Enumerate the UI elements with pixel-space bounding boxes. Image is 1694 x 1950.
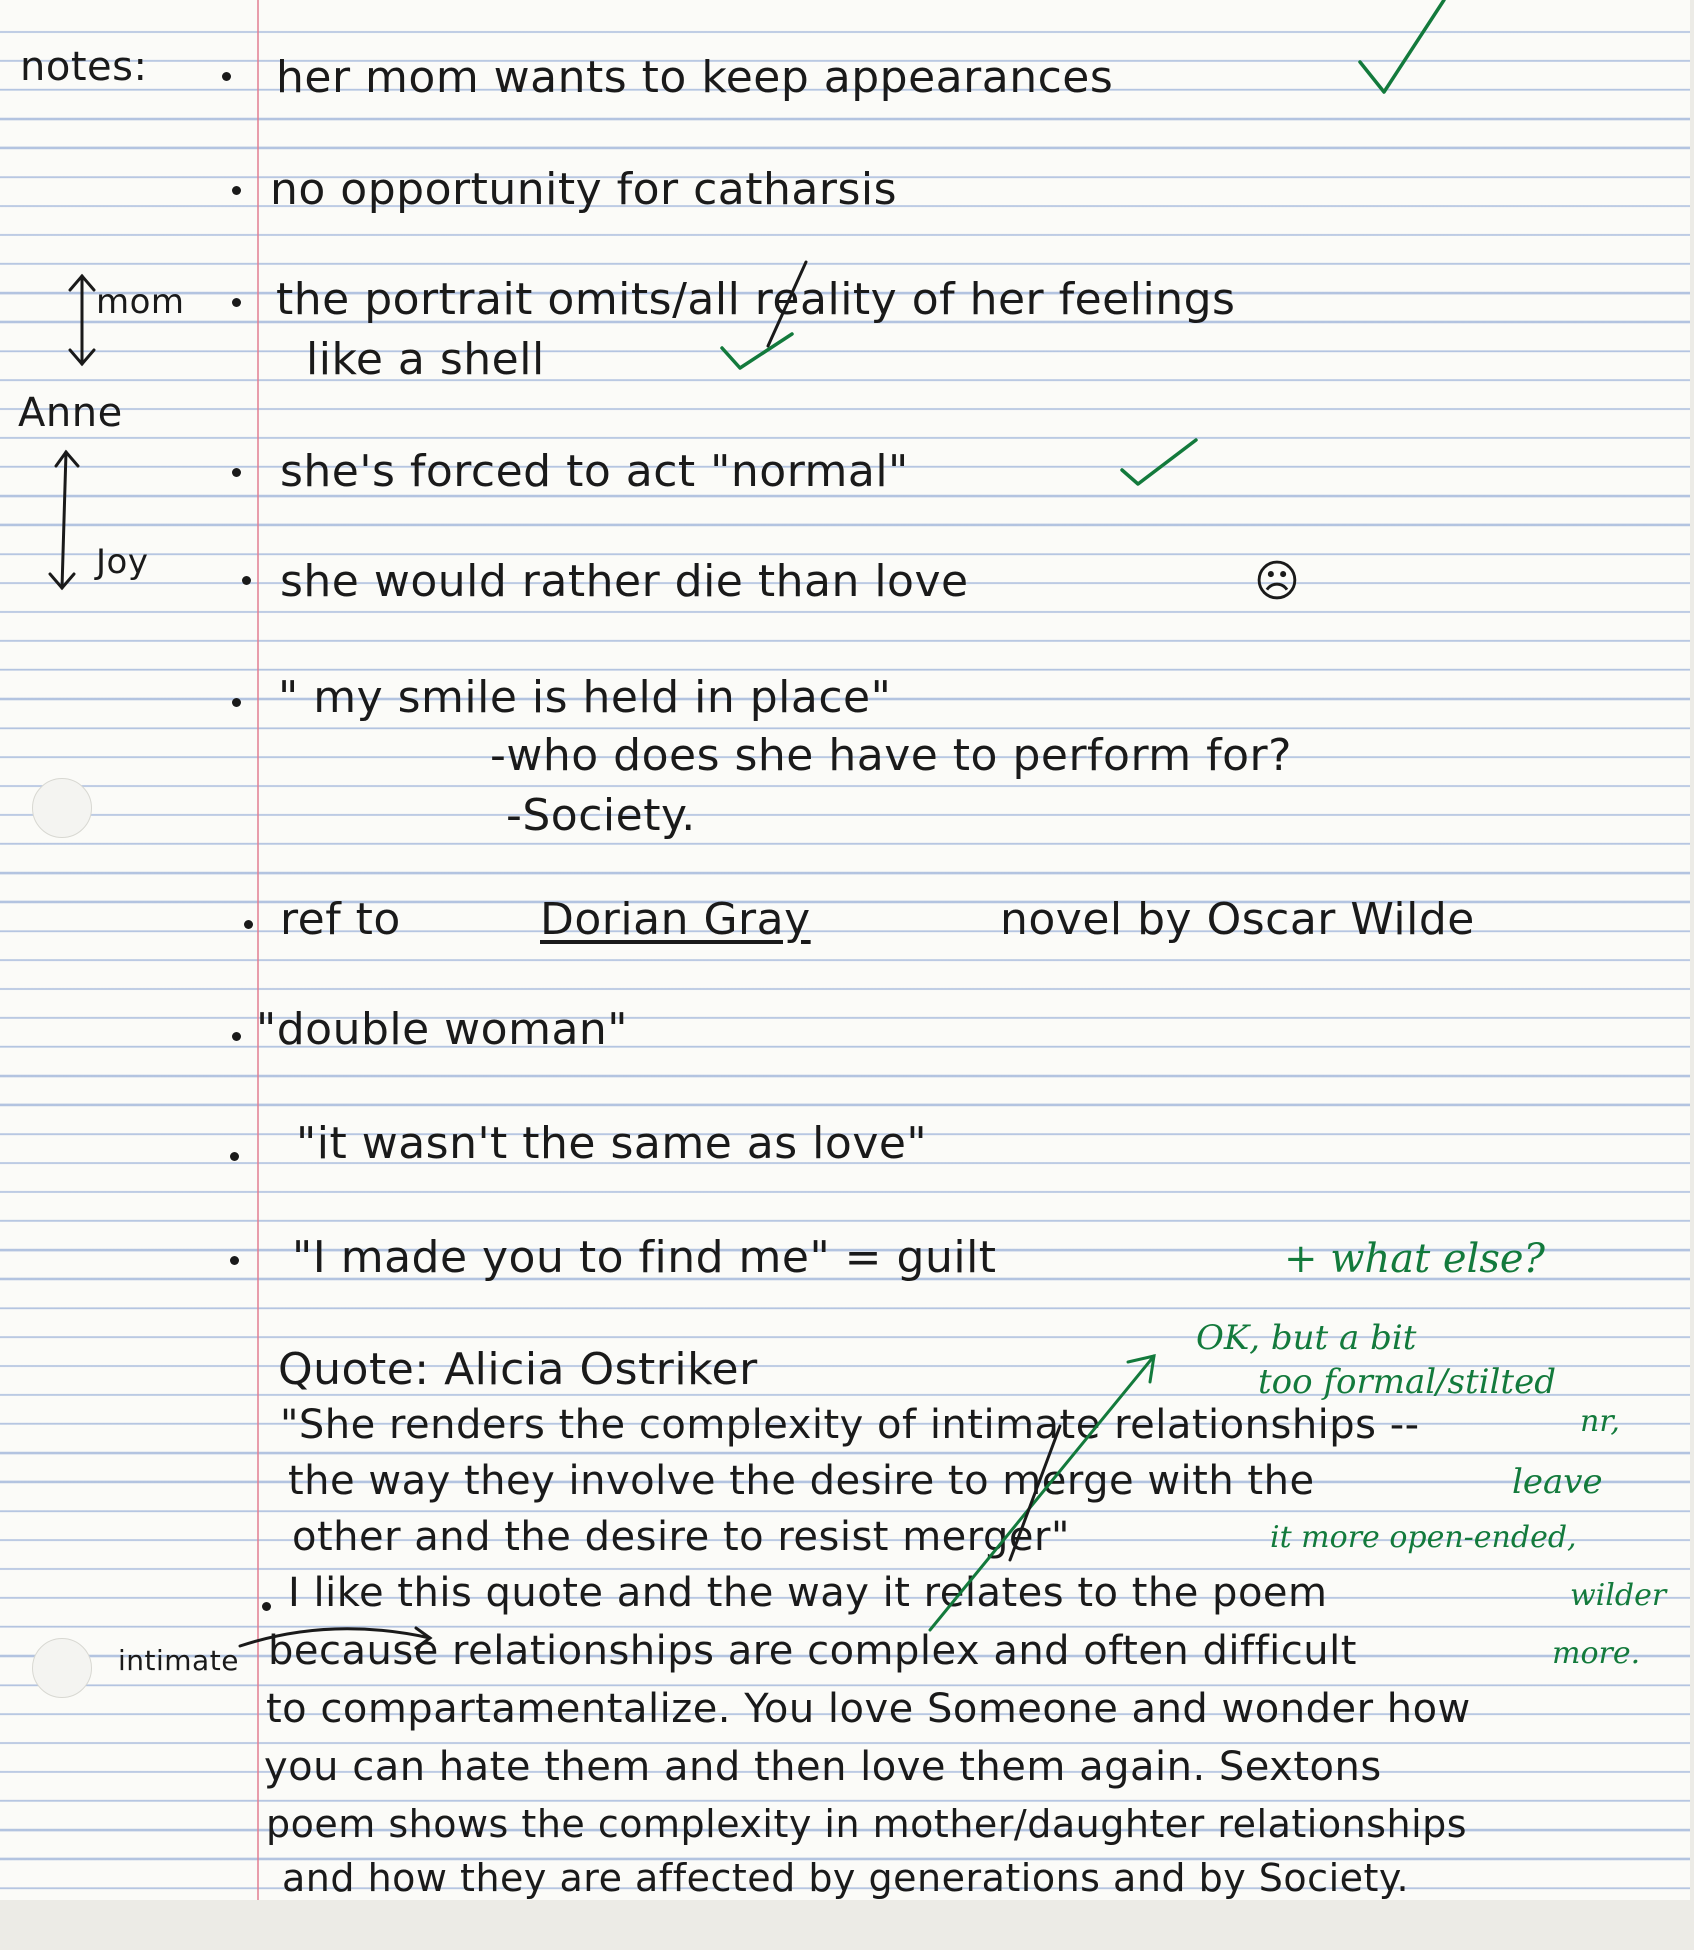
bullet-catharsis: no opportunity for catharsis: [270, 164, 898, 215]
arrow-icon: [930, 1356, 1154, 1630]
bullet-guilt: "I made you to find me" = guilt: [292, 1232, 997, 1283]
teacher-wilder: wilder: [1570, 1578, 1667, 1613]
checkmark-icon: [722, 334, 792, 368]
bullet-smile-quote: " my smile is held in place": [278, 672, 892, 723]
checkmark-icon: [1122, 440, 1196, 484]
quote-heading: Quote: Alicia Ostriker: [278, 1344, 758, 1395]
response-line: you can hate them and then love them again. Sextons: [264, 1744, 1382, 1790]
dorian-gray-title: Dorian Gray: [540, 894, 811, 945]
bullet-portrait-cont: like a shell: [306, 334, 545, 385]
mom-label: mom: [96, 282, 185, 322]
response-line: I like this quote and the way it relates to the poem: [288, 1570, 1328, 1616]
bullet-same-as-love: "it wasn't the same as love": [296, 1118, 928, 1169]
notes-label: notes:: [20, 44, 148, 90]
bullet-oscar-wilde: novel by Oscar Wilde: [1000, 894, 1475, 945]
teacher-open-ended: it more open-ended,: [1270, 1520, 1577, 1555]
checkmark-icon: [1360, 0, 1444, 92]
teacher-leave: leave: [1512, 1462, 1603, 1502]
sub-perform-question: -who does she have to perform for?: [490, 730, 1292, 781]
response-line: and how they are affected by generations and by Society.: [282, 1856, 1410, 1900]
quote-line: the way they involve the desire to merge with the: [288, 1458, 1315, 1504]
quote-line: "She renders the complexity of intimate relationships --: [280, 1402, 1420, 1448]
sad-face-glyph: ☹: [1254, 556, 1301, 607]
response-line: because relationships are complex and often difficult: [268, 1628, 1357, 1674]
bullet-die-than-love: she would rather die than love: [280, 556, 969, 607]
teacher-what-else: + what else?: [1284, 1236, 1545, 1282]
response-line: poem shows the complexity in mother/daughter relationships: [266, 1802, 1468, 1846]
bullet-portrait: the portrait omits/all reality of her feelings: [276, 274, 1236, 325]
bullet-normal: she's forced to act "normal": [280, 446, 909, 497]
quote-line: other and the desire to resist merger": [292, 1514, 1070, 1560]
teacher-ok-line1: OK, but a bit: [1196, 1318, 1417, 1358]
intimate-label: intimate: [118, 1644, 239, 1677]
insertion-arrow-icon: [240, 1628, 430, 1648]
teacher-nr: nr,: [1580, 1404, 1620, 1439]
bullet-ref-to: ref to: [280, 894, 401, 945]
bullet-double-woman: "double woman": [256, 1004, 629, 1055]
teacher-more: more.: [1552, 1636, 1641, 1671]
double-arrow-icon: [70, 276, 94, 364]
bullet-appearances: her mom wants to keep appearances: [276, 52, 1114, 103]
teacher-ok-line2: too formal/stilted: [1258, 1362, 1556, 1402]
response-line: to compartamentalize. You love Someone and wonder how: [266, 1686, 1471, 1732]
sub-society: -Society.: [506, 790, 696, 841]
joy-label: Joy: [96, 542, 149, 582]
double-arrow-icon: [50, 452, 78, 588]
anne-label: Anne: [18, 390, 123, 436]
